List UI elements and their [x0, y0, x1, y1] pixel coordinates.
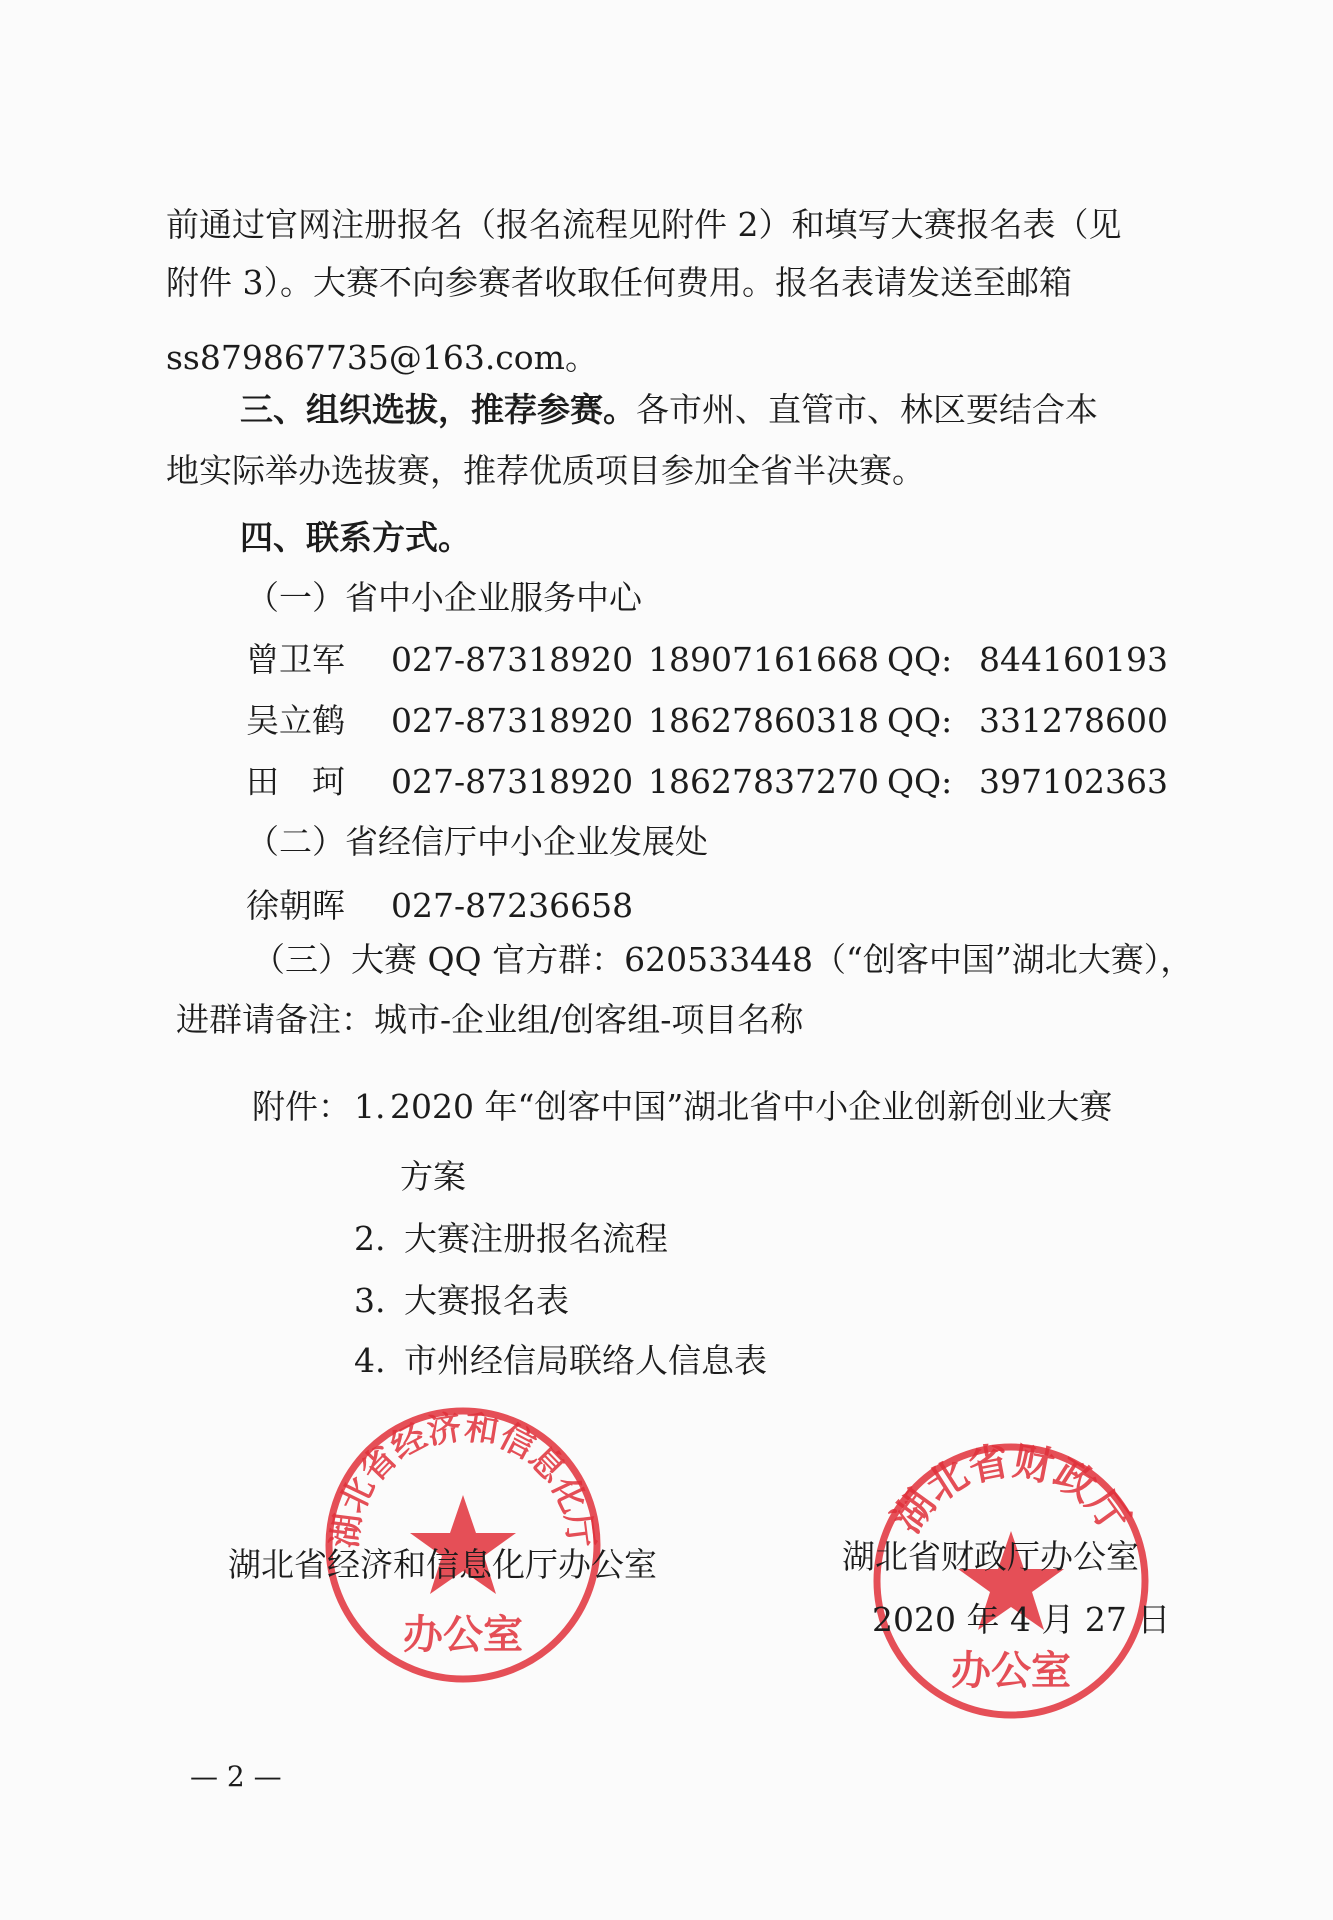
seal-bottom-text: 办公室 — [403, 1612, 523, 1658]
attachment-num: 4. — [354, 1341, 386, 1380]
signature-left: 湖北省经济和信息化厅办公室 — [228, 1545, 657, 1584]
attachment-item: 大赛报名表 — [404, 1281, 569, 1320]
seal-bottom-text: 办公室 — [951, 1648, 1071, 1694]
contact-qq-label: QQ: — [887, 640, 953, 679]
signature-date: 2020 年 4 月 27 日 — [872, 1600, 1171, 1639]
subsection-3: （三）大赛 QQ 官方群：620533448（“创客中国”湖北大赛）， — [252, 940, 1194, 979]
para-line: 地实际举办选拔赛，推荐优质项目参加全省半决赛。 — [166, 451, 925, 490]
contact-tel: 027-87318920 — [391, 762, 634, 801]
contact-mobile: 18907161668 — [648, 640, 879, 679]
attachment-item: 2020 年“创客中国”湖北省中小企业创新创业大赛 — [390, 1087, 1113, 1126]
finance-dept-seal — [866, 1436, 1156, 1726]
attachment-num: 2. — [354, 1219, 386, 1258]
contact-mobile: 18627837270 — [648, 762, 879, 801]
signature-right: 湖北省财政厅办公室 — [842, 1537, 1139, 1576]
contact-tel: 027-87318920 — [391, 640, 634, 679]
section-3-text: 各市州、直管市、林区要结合本 — [636, 390, 1098, 429]
contact-mobile: 18627860318 — [648, 701, 879, 740]
attachments-label: 附件： — [252, 1087, 351, 1126]
subsection-3-note: 进群请备注：城市-企业组/创客组-项目名称 — [176, 1000, 804, 1039]
contact-row — [246, 886, 846, 926]
attachment-item: 方案 — [400, 1157, 466, 1196]
subsection-2: （二）省经信厅中小企业发展处 — [246, 822, 708, 861]
contact-tel: 027-87236658 — [391, 886, 634, 925]
contact-tel: 027-87318920 — [391, 701, 634, 740]
contact-row — [246, 701, 1168, 741]
contact-qq: 331278600 — [979, 701, 1168, 740]
seal-arc-text: 湖北省财政厅 — [884, 1438, 1138, 1542]
contact-name: 曾卫军 — [246, 640, 345, 679]
para-line: 附件 3）。大赛不向参赛者收取任何费用。报名表请发送至邮箱 — [166, 263, 1072, 302]
contact-name: 田 珂 — [246, 762, 345, 801]
contact-qq: 844160193 — [979, 640, 1168, 679]
section-3-heading: 三、组织选拔，推荐参赛。 — [240, 390, 636, 429]
contact-name: 吴立鹤 — [246, 701, 345, 740]
attachment-item: 大赛注册报名流程 — [404, 1219, 668, 1258]
section-3-line — [240, 390, 1098, 430]
para-line: 前通过官网注册报名（报名流程见附件 2）和填写大赛报名表（见 — [166, 205, 1122, 244]
seal-arc-text: 湖北省经济和信息化厅 — [324, 1407, 602, 1551]
contact-qq-label: QQ: — [887, 762, 953, 801]
contact-qq-label: QQ: — [887, 701, 953, 740]
page-number: — 2 — — [190, 1760, 282, 1793]
attachment-item: 市州经信局联络人信息表 — [404, 1341, 767, 1380]
contact-name: 徐朝晖 — [246, 886, 345, 925]
subsection-1: （一）省中小企业服务中心 — [246, 578, 642, 617]
contact-qq: 397102363 — [979, 762, 1168, 801]
email-line: ss879867735@163.com。 — [166, 338, 598, 377]
attachment-num: 3. — [354, 1281, 386, 1320]
section-4-heading: 四、联系方式。 — [240, 518, 471, 557]
contact-row — [246, 640, 1168, 680]
contact-row — [246, 762, 1168, 802]
attachment-num: 1. — [354, 1087, 386, 1126]
